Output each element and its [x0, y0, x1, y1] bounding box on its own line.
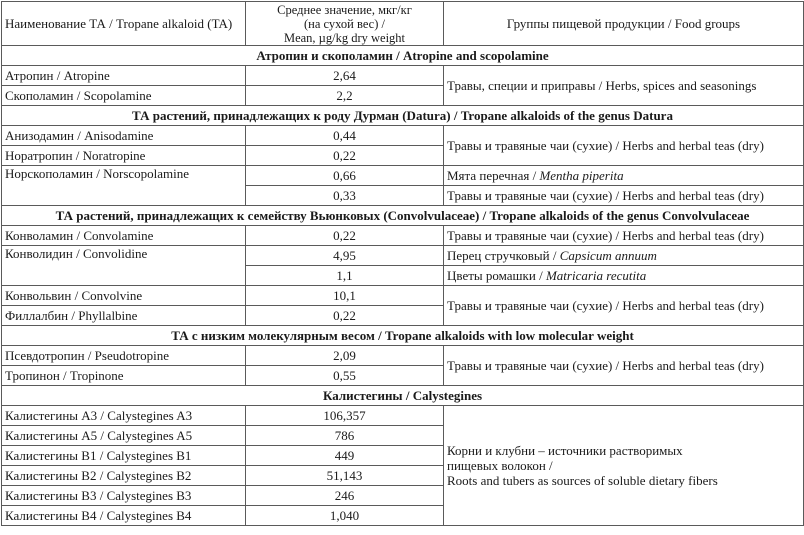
alkaloid-name: Конволамин / Convolamine: [2, 226, 246, 246]
food-group: Травы и травяные чаи (сухие) / Herbs and herbal teas (dry): [444, 346, 804, 386]
mean-value: 2,64: [246, 66, 444, 86]
food-group: [444, 266, 804, 286]
tropane-alkaloids-table: [1, 1, 804, 526]
header-mean-line: Mean, µg/kg dry weight: [283, 30, 406, 45]
mean-value: 2,09: [246, 346, 444, 366]
food-group: Травы, специи и приправы / Herbs, spices and seasonings: [444, 66, 804, 106]
mean-value: 1,1: [246, 266, 444, 286]
food-group: [444, 166, 804, 186]
food-group-line: пищевых волокон /: [447, 458, 553, 473]
mean-value: 106,357: [246, 406, 444, 426]
food-group-latin: Capsicum annuum: [559, 248, 657, 263]
alkaloid-name: Тропинон / Tropinone: [2, 366, 246, 386]
header-mean-line: Среднее значение, мкг/кг: [277, 2, 412, 17]
section-title: ТА растений, принадлежащих к роду Дурман (Datura) / Tropane alkaloids of the genus Datura: [2, 106, 804, 126]
alkaloid-name: Калистегины B3 / Calystegines B3: [2, 486, 246, 506]
mean-value: 51,143: [246, 466, 444, 486]
mean-value: 0,22: [246, 306, 444, 326]
section-title: ТА с низким молекулярным весом / Tropane alkaloids with low molecular weight: [2, 326, 804, 346]
food-group: Травы и травяные чаи (сухие) / Herbs and herbal teas (dry): [444, 226, 804, 246]
food-group-line: Корни и клубни – источники растворимых: [447, 443, 683, 458]
alkaloid-name: Атропин / Atropine: [2, 66, 246, 86]
header-row: [2, 2, 804, 46]
food-group: [444, 406, 804, 526]
alkaloid-name: Псевдотропин / Pseudotropine: [2, 346, 246, 366]
mean-value: 4,95: [246, 246, 444, 266]
alkaloid-name: Конволидин / Convolidine: [2, 246, 246, 286]
alkaloid-name: Конвольвин / Convolvine: [2, 286, 246, 306]
mean-value: 10,1: [246, 286, 444, 306]
alkaloid-name: Калистегины B1 / Calystegines B1: [2, 446, 246, 466]
mean-value: 786: [246, 426, 444, 446]
food-group-latin: Matricaria recutita: [545, 268, 647, 283]
food-group-prefix: Перец стручковый /: [447, 248, 560, 263]
section-row: [2, 206, 804, 226]
table-row: [2, 246, 804, 266]
food-group-line: Roots and tubers as sources of soluble dietary fibers: [447, 473, 718, 488]
table-row: [2, 126, 804, 146]
section-row: [2, 106, 804, 126]
section-title: Атропин и скополамин / Atropine and scopolamine: [2, 46, 804, 66]
mean-value: 449: [246, 446, 444, 466]
alkaloid-name: Скополамин / Scopolamine: [2, 86, 246, 106]
table-row: [2, 286, 804, 306]
mean-value: 0,44: [246, 126, 444, 146]
alkaloid-name: Норскополамин / Norscopolamine: [2, 166, 246, 206]
section-row: [2, 326, 804, 346]
alkaloid-name: Филлалбин / Phyllalbine: [2, 306, 246, 326]
section-row: [2, 386, 804, 406]
header-group: Группы пищевой продукции / Food groups: [444, 2, 804, 46]
table-row: [2, 166, 804, 186]
alkaloid-name: Калистегины B2 / Calystegines B2: [2, 466, 246, 486]
food-group: Травы и травяные чаи (сухие) / Herbs and herbal teas (dry): [444, 126, 804, 166]
table-row: [2, 226, 804, 246]
food-group-prefix: Мята перечная /: [447, 168, 540, 183]
food-group: Травы и травяные чаи (сухие) / Herbs and herbal teas (dry): [444, 286, 804, 326]
mean-value: 0,22: [246, 146, 444, 166]
food-group: [444, 246, 804, 266]
mean-value: 1,040: [246, 506, 444, 526]
header-name: Наименование ТА / Tropane alkaloid (TA): [2, 2, 246, 46]
mean-value: 246: [246, 486, 444, 506]
mean-value: 0,22: [246, 226, 444, 246]
header-mean: [246, 2, 444, 46]
mean-value: 0,33: [246, 186, 444, 206]
food-group-prefix: Цветы ромашки /: [447, 268, 546, 283]
alkaloid-name: Анизодамин / Anisodamine: [2, 126, 246, 146]
alkaloid-name: Норатропин / Noratropine: [2, 146, 246, 166]
mean-value: 0,55: [246, 366, 444, 386]
section-row: [2, 46, 804, 66]
mean-value: 2,2: [246, 86, 444, 106]
header-mean-line: (на сухой вес) /: [304, 16, 385, 31]
section-title: ТА растений, принадлежащих к семейству Вьюнковых (Convolvulaceae) / Tropane alkaloids of the genus Convolvulaceae: [2, 206, 804, 226]
mean-value: 0,66: [246, 166, 444, 186]
table-row: [2, 406, 804, 426]
table-row: [2, 346, 804, 366]
alkaloid-name: Калистегины B4 / Calystegines B4: [2, 506, 246, 526]
section-title: Калистегины / Calystegines: [2, 386, 804, 406]
food-group-latin: Mentha piperita: [539, 168, 624, 183]
alkaloid-name: Калистегины A3 / Calystegines A3: [2, 406, 246, 426]
food-group: Травы и травяные чаи (сухие) / Herbs and herbal teas (dry): [444, 186, 804, 206]
alkaloid-name: Калистегины A5 / Calystegines A5: [2, 426, 246, 446]
table-row: [2, 66, 804, 86]
